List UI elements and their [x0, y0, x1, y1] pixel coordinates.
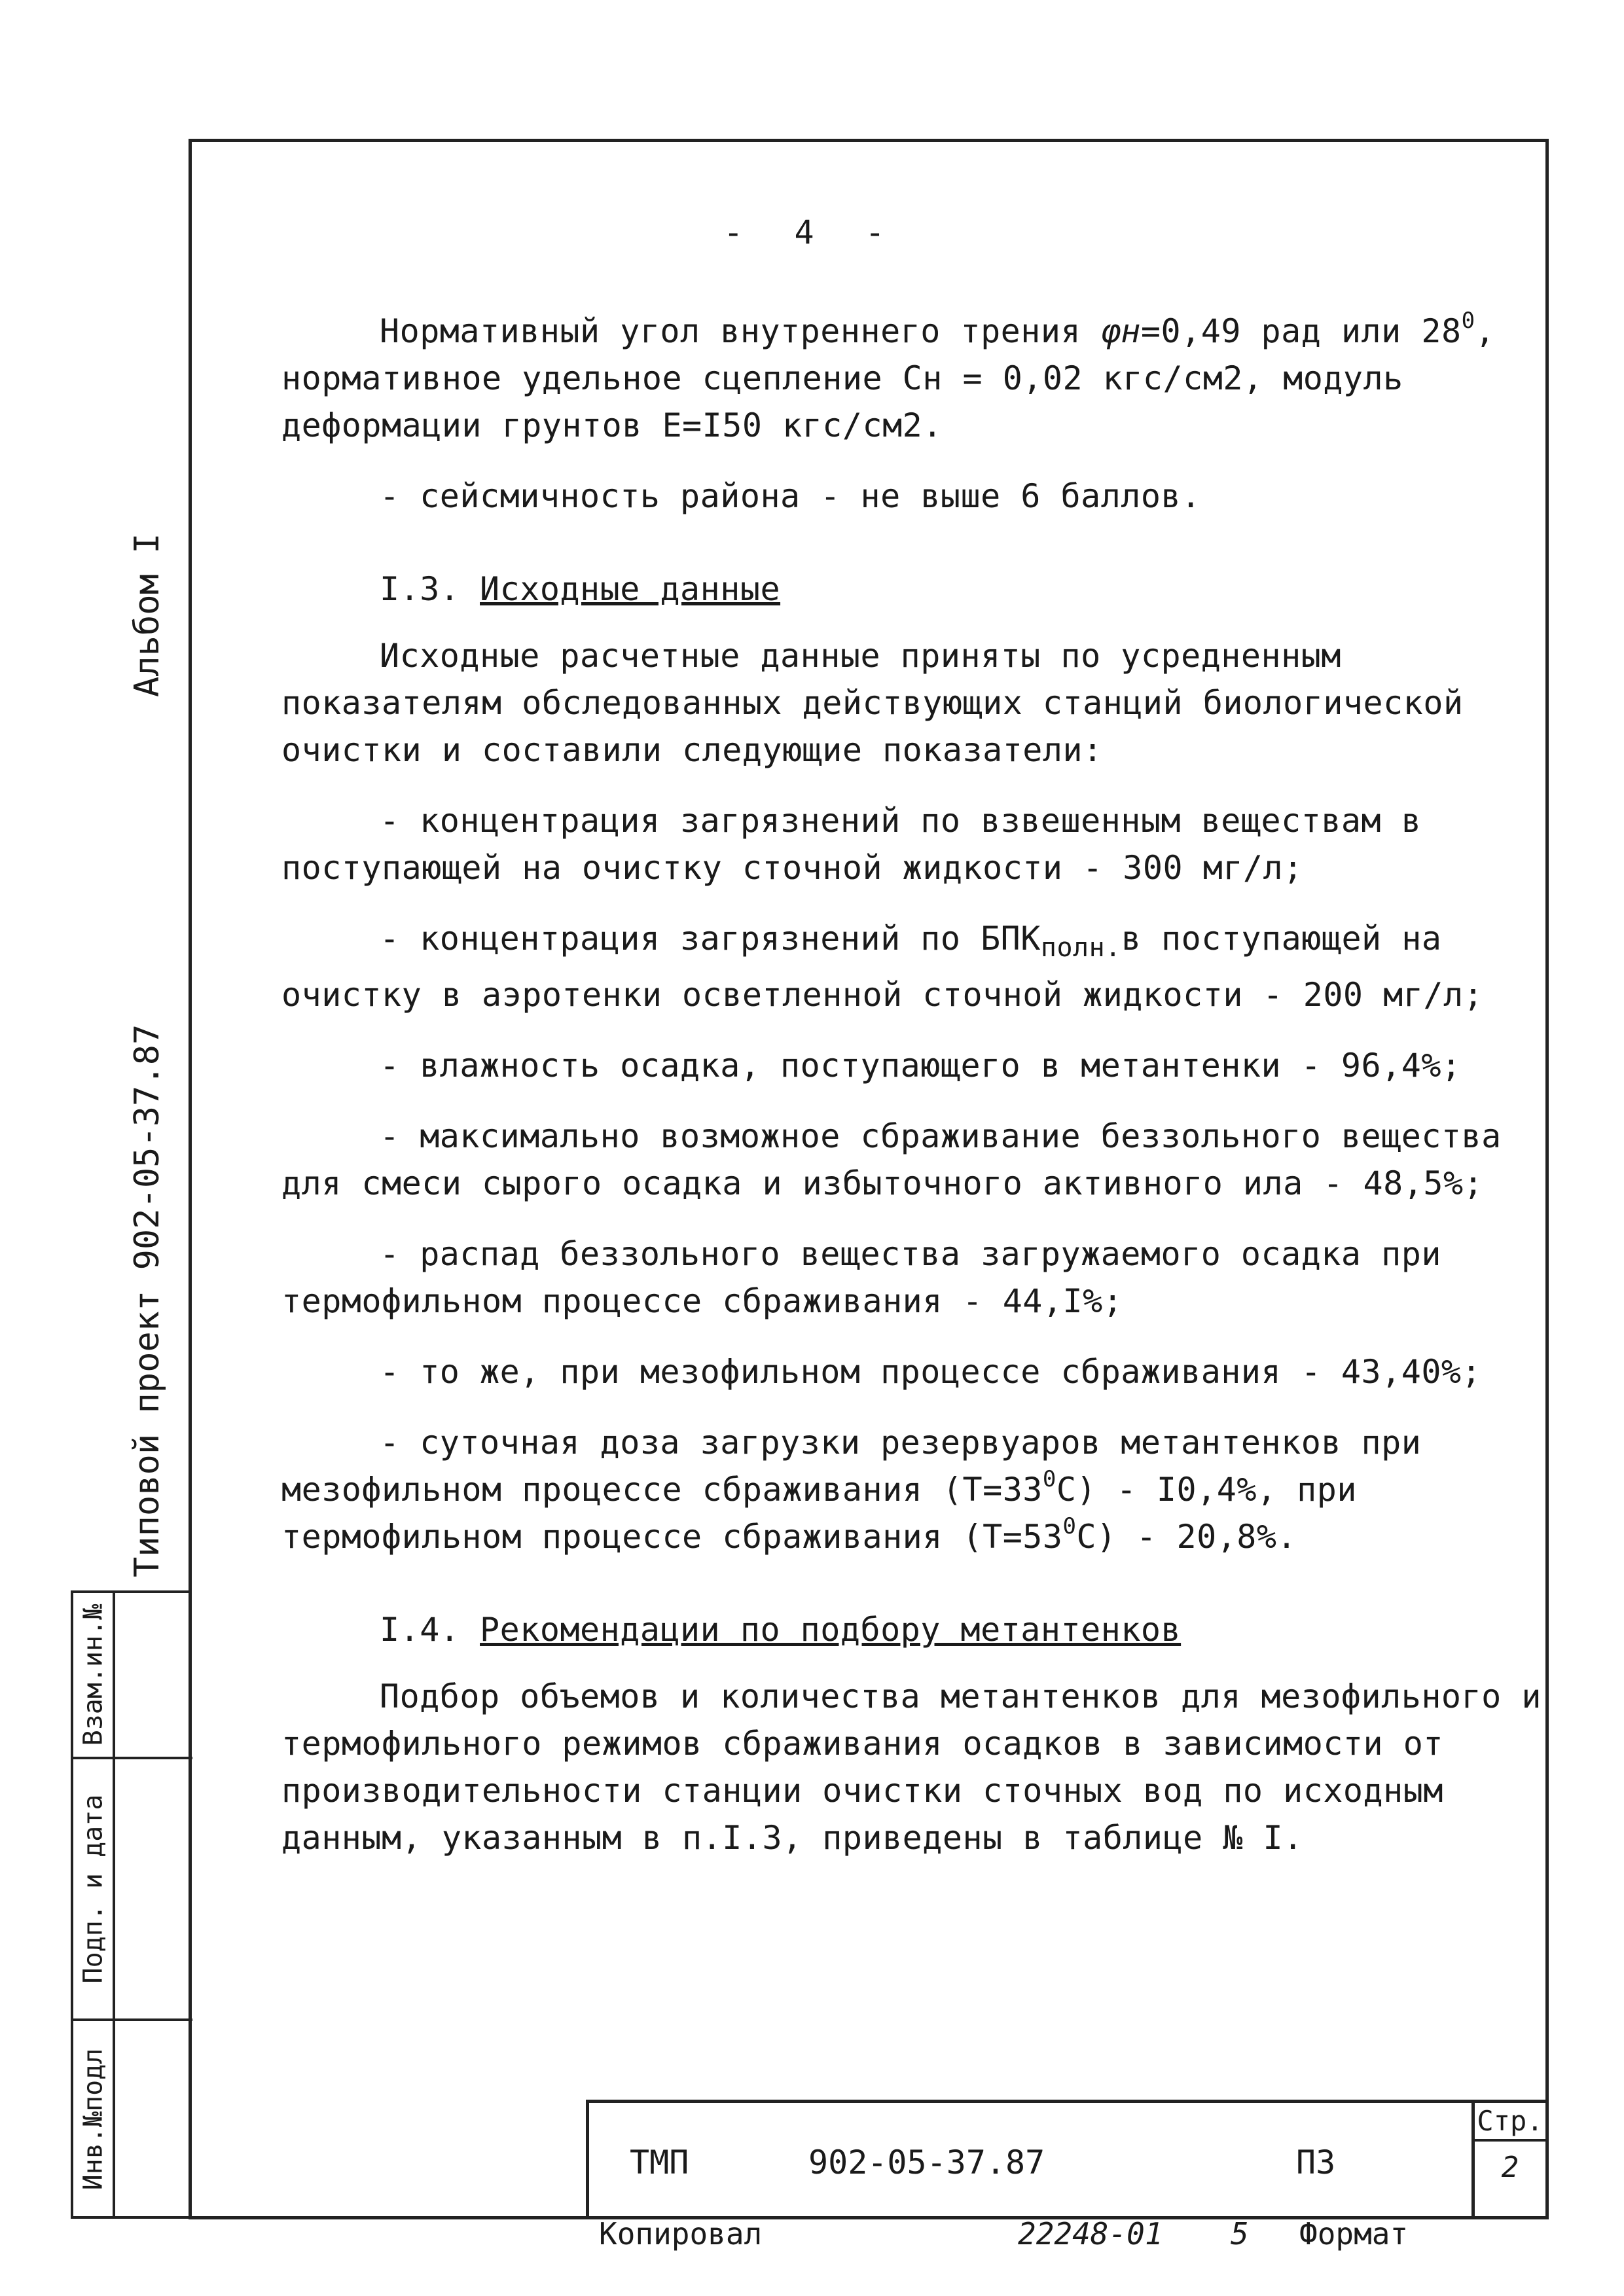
stamp-tmp: ТМП	[630, 2144, 689, 2181]
superscript: 0	[1461, 308, 1475, 334]
strip-cell-podp	[73, 1759, 113, 2018]
superscript: 0	[1042, 1466, 1056, 1492]
page-label: Стр.	[1477, 2105, 1543, 2137]
section-heading-1-4	[380, 1606, 1545, 1653]
footer-number: 5	[1231, 2216, 1249, 2251]
strip-cell-vzam	[73, 1593, 113, 1757]
phi-symbol: φн	[1100, 312, 1141, 350]
text-run: - суточная доза загрузки резервуаров метантенков при мезофильном процессе сбраживания (Т=33	[281, 1424, 1422, 1509]
stamp-page-box	[1471, 2100, 1549, 2219]
section-title: Исходные данные	[480, 570, 781, 608]
list-item-daily-dose	[281, 1419, 1545, 1560]
stamp-doc: ПЗ	[1296, 2144, 1336, 2181]
album-label: Альбом I	[128, 533, 167, 697]
stamp-code: 902-05-37.87	[808, 2144, 1045, 2181]
document-body	[281, 308, 1545, 1885]
strip-cell-inv	[73, 2021, 113, 2217]
strip-divider	[113, 1593, 115, 2216]
text-run: - концентрация загрязнений по БПК	[380, 920, 1041, 958]
paragraph-seismic: - сейсмичность района - не выше 6 баллов.	[380, 477, 1201, 515]
text-run: С) - 20,8%.	[1076, 1518, 1297, 1556]
section-number: I.4.	[380, 1611, 460, 1649]
text-run: в поступающей на очистку в аэротенки осветленной сточной жидкости - 200 мг/л;	[281, 920, 1484, 1014]
paragraph-selection: Подбор объемов и количества метантенков для мезофильного и термофильного режимов сбраживания осадков в зависимости от производительности станции очистки сточных вод по исходным данным, указанным в п.I.3, приведены в таблице № I.	[281, 1677, 1542, 1857]
list-item-max-digestion: - максимально возможное сбраживание беззольного вещества для смеси сырого осадка и избыточного активного ила - 48,5%;	[281, 1117, 1502, 1202]
list-item-thermophilic: - распад беззольного вещества загружаемого осадка при термофильном процессе сбраживания - 44,I%;	[281, 1235, 1441, 1320]
page-box-divider	[1475, 2139, 1545, 2142]
footer-copied: Копировал	[599, 2216, 763, 2251]
section-heading-1-3	[380, 565, 1545, 613]
list-item-suspended: - концентрация загрязнений по взвешенным веществам в поступающей на очистку сточной жидкости - 300 мг/л;	[281, 802, 1422, 887]
text-run: , нормативное удельное сцепление Сн = 0,02 кгс/см2, модуль деформации грунтов Е=I50 кгс/см2.	[281, 312, 1496, 444]
approval-strip	[71, 1590, 190, 2219]
text-run: Нормативный угол внутреннего трения	[380, 312, 1101, 350]
text-run: =0,49 рад или 28	[1140, 312, 1462, 350]
title-block	[586, 2100, 1549, 2219]
page-value: 2	[1501, 2151, 1519, 2184]
strip-label: Взам.ин.№	[78, 1604, 108, 1746]
side-margin-text	[121, 334, 173, 1577]
strip-label: Инв.№подл	[78, 2048, 108, 2191]
footer-order: 22248-01	[1018, 2216, 1163, 2251]
strip-label: Подп. и дата	[78, 1794, 109, 1984]
text-run: С) - I0,4%, при термофильном процессе сбраживания (Т=53	[281, 1471, 1357, 1556]
project-label: Типовой проект 902-05-37.87	[128, 1024, 167, 1577]
footer-format: Формат	[1299, 2216, 1409, 2251]
page-number: - 4 -	[723, 213, 901, 251]
subscript: полн.	[1040, 933, 1121, 963]
section-title: Рекомендации по подбору метантенков	[480, 1611, 1182, 1649]
paragraph-friction	[281, 308, 1545, 449]
list-item-mesophilic: - то же, при мезофильном процессе сбраживания - 43,40%;	[380, 1353, 1482, 1391]
section-number: I.3.	[380, 570, 460, 608]
list-item-moisture: - влажность осадка, поступающего в метантенки - 96,4%;	[380, 1047, 1462, 1085]
paragraph-intro: Исходные расчетные данные приняты по усредненным показателям обследованных действующих станций биологической очистки и составили следующие показатели:	[281, 637, 1464, 769]
list-item-bpk	[281, 915, 1545, 1018]
superscript: 0	[1062, 1513, 1077, 1539]
